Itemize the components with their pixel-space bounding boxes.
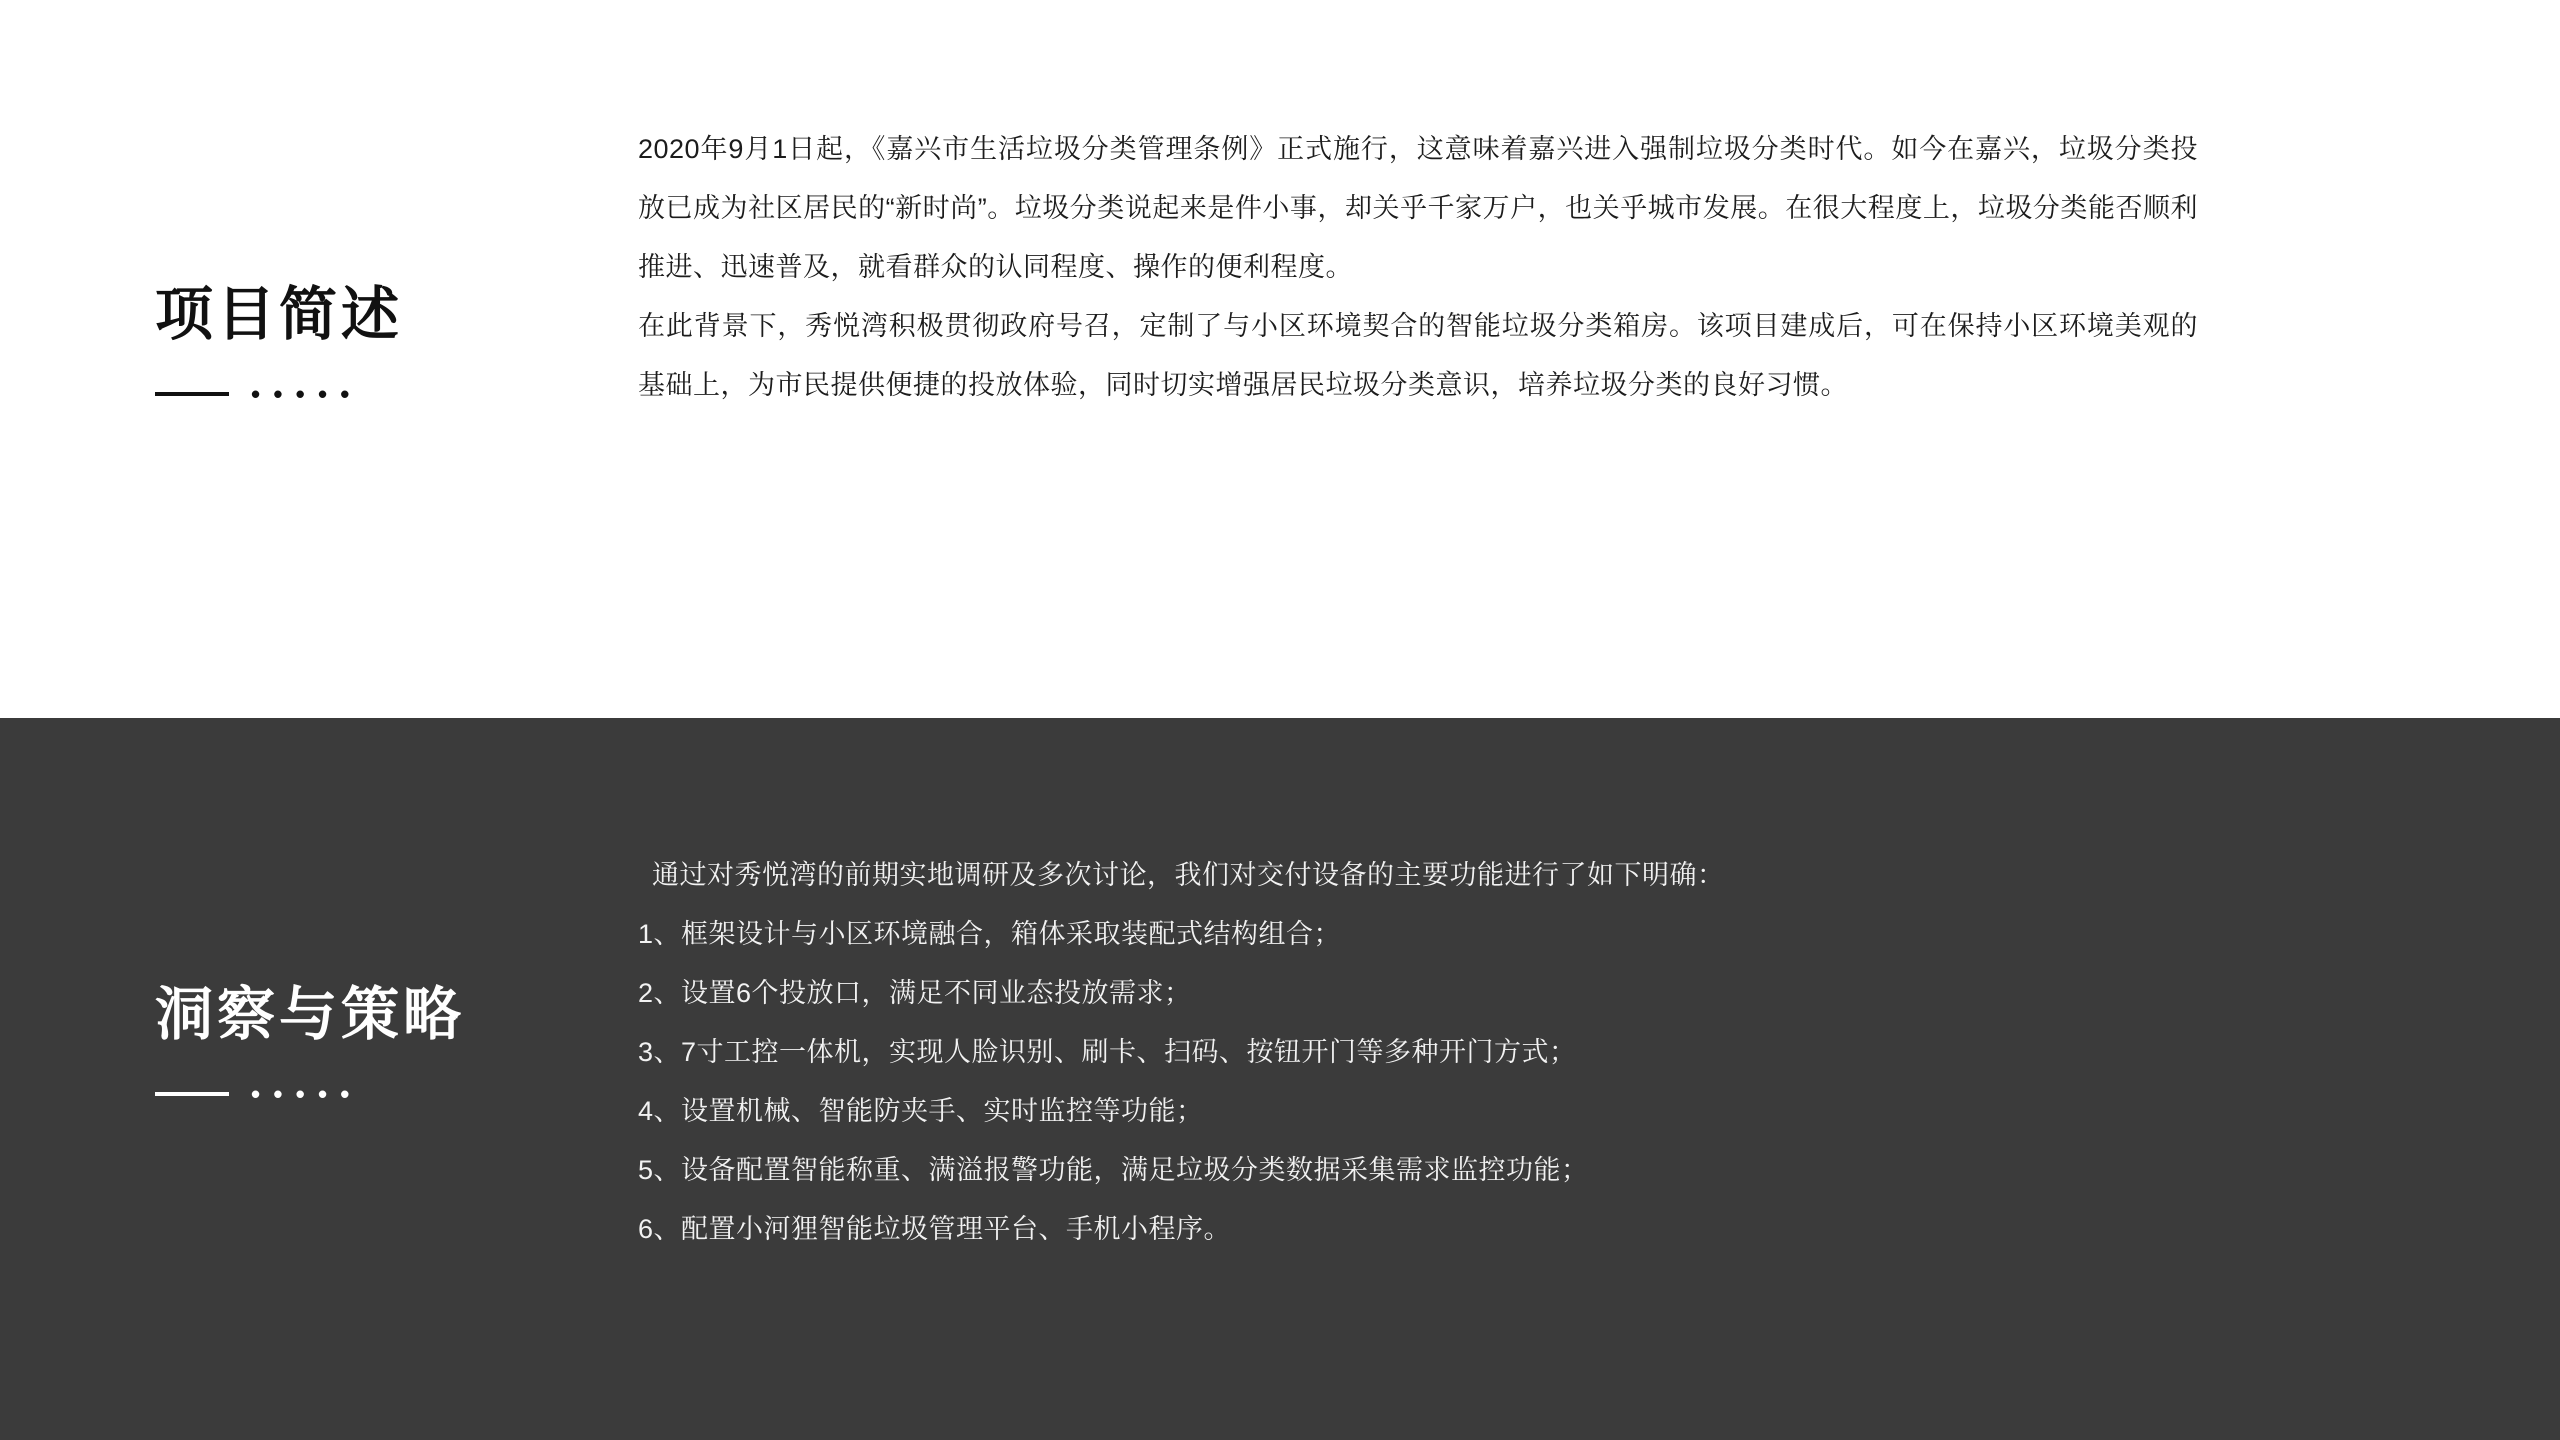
list-item: 4、设置机械、智能防夹手、实时监控等功能； (638, 1096, 1204, 1126)
list-item: 2、设置6个投放口，满足不同业态投放需求； (638, 978, 1192, 1008)
overview-paragraph-2: 在此背景下，秀悦湾积极贯彻政府号召，定制了与小区环境契合的智能垃圾分类箱房。该项目建成后，可在保持小区环境美观的基础上，为市民提供便捷的投放体验，同时切实增强居民垃圾分类意识，培养垃圾分类的良好习惯。 (638, 311, 2198, 400)
list-item: 5、设备配置智能称重、满溢报警功能，满足垃圾分类数据采集需求监控功能； (638, 1155, 1589, 1185)
overview-body (638, 120, 2198, 415)
overview-heading-block (155, 280, 404, 409)
overview-heading-title: 项目简述 (155, 282, 404, 347)
rule-bar-icon (155, 392, 229, 396)
strategy-heading-title: 洞察与策略 (155, 982, 466, 1047)
list-item: 3、7寸工控一体机，实现人脸识别、刷卡、扫码、按钮开门等多种开门方式； (638, 1037, 1577, 1067)
list-item: 1、框架设计与小区环境融合，箱体采取装配式结构组合； (638, 919, 1342, 949)
rule-dots-icon: • • • • • (251, 1078, 353, 1109)
overview-paragraph-1: 2020年9月1日起，《嘉兴市生活垃圾分类管理条例》正式施行，这意味着嘉兴进入强制垃圾分类时代。如今在嘉兴，垃圾分类投放已成为社区居民的“新时尚”。垃圾分类说起来是件小事，却关乎千家万户，也关乎城市发展。在很大程度上，垃圾分类能否顺利推进、迅速普及，就看群众的认同程度、操作的便利程度。 (638, 134, 2198, 282)
section-strategy (0, 718, 2560, 1440)
section-overview (0, 0, 2560, 718)
rule-dots-icon: • • • • • (251, 378, 353, 409)
strategy-intro: 通过对秀悦湾的前期实地调研及多次讨论，我们对交付设备的主要功能进行了如下明确： (652, 860, 1725, 890)
list-item: 6、配置小河狸智能垃圾管理平台、手机小程序。 (638, 1214, 1232, 1244)
strategy-body (638, 846, 2278, 1259)
strategy-heading-rule (155, 1078, 465, 1109)
overview-heading-rule (155, 378, 403, 409)
strategy-heading-block (155, 980, 466, 1109)
rule-bar-icon (155, 1092, 229, 1096)
